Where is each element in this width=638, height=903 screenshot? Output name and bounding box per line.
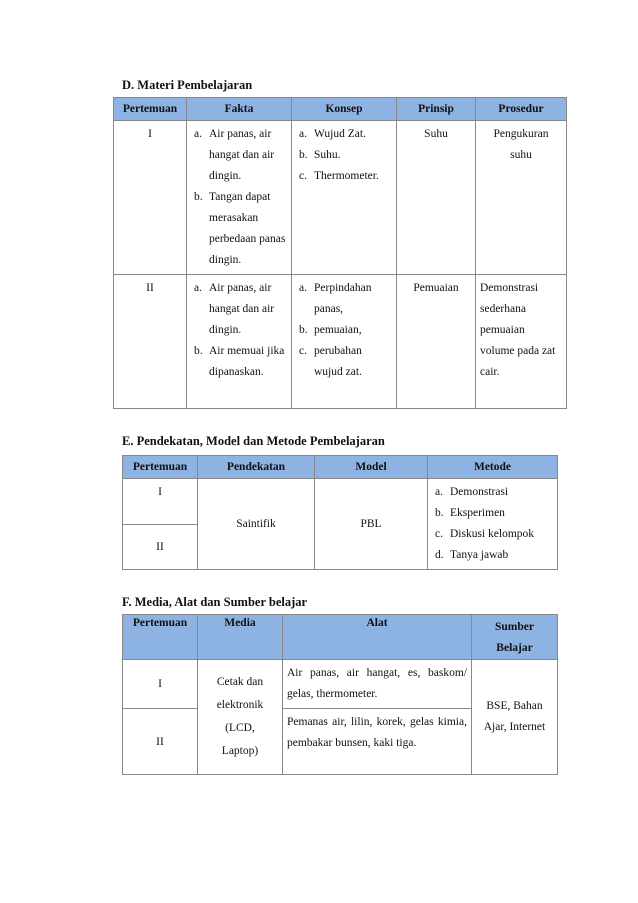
media-table — [122, 614, 558, 775]
list-item: c. Thermometer. — [299, 170, 379, 182]
list-item: a. Demonstrasi — [435, 486, 509, 498]
metode-cell — [428, 479, 558, 570]
pertemuan-cell: I — [123, 660, 198, 709]
header-fakta: Fakta — [187, 98, 292, 121]
pertemuan-cell: I — [114, 121, 187, 275]
fakta-cell — [187, 275, 292, 409]
list-item: a. Perpindahan panas, — [299, 282, 372, 315]
pertemuan-cell: II — [123, 524, 198, 570]
konsep-cell — [292, 121, 397, 275]
konsep-cell — [292, 275, 397, 409]
list-item: a. Air panas, air hangat dan air dingin. — [194, 282, 275, 336]
materi-table — [113, 97, 567, 409]
header-media: Media — [198, 615, 283, 660]
header-prosedur: Prosedur — [476, 98, 567, 121]
pendekatan-table — [122, 455, 558, 570]
alat-cell: Air panas, air hangat, es, baskom/ gelas, thermometer. — [283, 660, 472, 709]
section-e-title: E. Pendekatan, Model dan Metode Pembelajaran — [122, 434, 385, 448]
media-cell: Cetak dan elektronik (LCD, Laptop) — [198, 660, 283, 775]
prinsip-cell: Pemuaian — [397, 275, 476, 409]
table-row — [114, 275, 567, 409]
list-item: c. Diskusi kelompok — [435, 528, 535, 540]
header-pertemuan: Pertemuan — [123, 456, 198, 479]
table-header-row — [123, 456, 558, 479]
sumber-cell: BSE, Bahan Ajar, Internet — [472, 660, 558, 775]
header-model: Model — [315, 456, 428, 479]
header-metode: Metode — [428, 456, 558, 479]
alat-cell: Pemanas air, lilin, korek, gelas kimia, pembakar bunsen, kaki tiga. — [283, 709, 472, 775]
header-sumber: Sumber Belajar — [472, 615, 558, 660]
pendekatan-cell: Saintifik — [198, 479, 315, 570]
table-header-row — [123, 615, 558, 660]
list-item: d. Tanya jawab — [435, 549, 509, 561]
table-header-row — [114, 98, 567, 121]
list-item: b. Tangan dapat merasakan perbedaan panas dingin. — [194, 191, 286, 266]
table-row — [114, 121, 567, 275]
list-item: b. Air memuai jika dipanaskan. — [194, 345, 285, 378]
list-item: a. Air panas, air hangat dan air dingin. — [194, 128, 275, 182]
prinsip-cell: Suhu — [397, 121, 476, 275]
list-item: b. pemuaian, — [299, 324, 362, 336]
section-d-title: D. Materi Pembelajaran — [122, 78, 253, 92]
header-pertemuan: Pertemuan — [114, 98, 187, 121]
prosedur-cell: Demonstrasi sederhana pemuaian volume pada zat cair. — [476, 275, 567, 409]
pertemuan-cell: II — [123, 709, 198, 775]
header-alat: Alat — [283, 615, 472, 660]
list-item: b. Suhu. — [299, 149, 341, 161]
table-row — [123, 660, 558, 709]
header-konsep: Konsep — [292, 98, 397, 121]
section-f-title: F. Media, Alat dan Sumber belajar — [122, 595, 308, 609]
prosedur-cell: Pengukuran suhu — [476, 121, 567, 275]
header-pendekatan: Pendekatan — [198, 456, 315, 479]
header-prinsip: Prinsip — [397, 98, 476, 121]
fakta-cell — [187, 121, 292, 275]
pertemuan-cell: I — [123, 479, 198, 525]
list-item: a. Wujud Zat. — [299, 128, 366, 140]
table-row — [123, 479, 558, 525]
list-item: c. perubahan wujud zat. — [299, 345, 362, 378]
list-item: b. Eksperimen — [435, 507, 505, 519]
model-cell: PBL — [315, 479, 428, 570]
header-pertemuan: Pertemuan — [123, 615, 198, 660]
pertemuan-cell: II — [114, 275, 187, 409]
